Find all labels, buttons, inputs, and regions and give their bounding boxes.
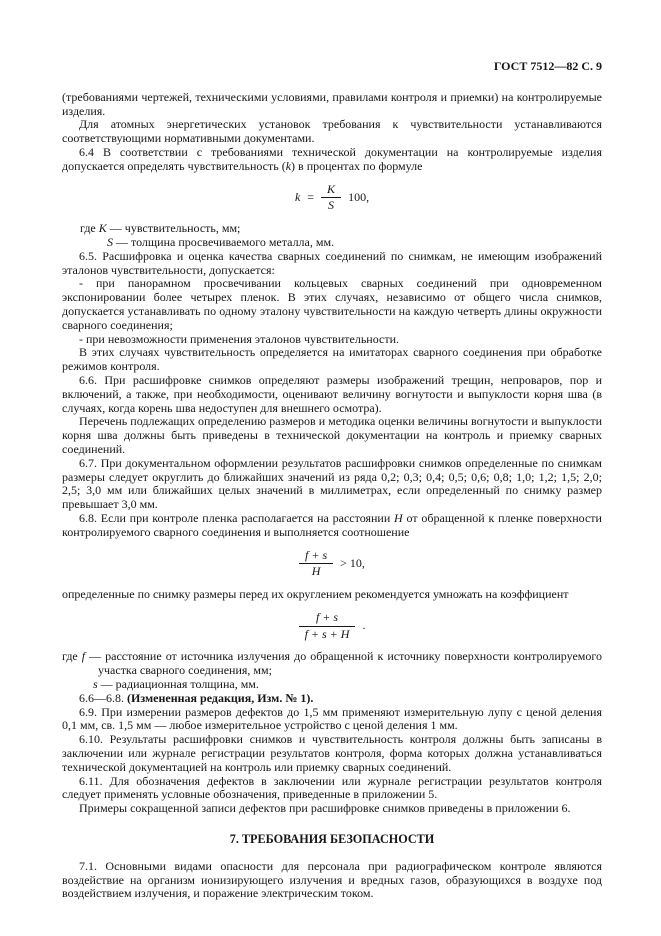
text-run: 6.4 В соответствии с требованиями технической документации на контролируемые изделия допускается определять чувствительность ( bbox=[62, 144, 602, 173]
variable-k: k bbox=[285, 158, 292, 173]
equals-sign: = bbox=[307, 189, 315, 204]
formula-ratio-condition bbox=[62, 549, 602, 580]
where-keyword: где bbox=[62, 649, 78, 664]
fraction-numerator: f + s bbox=[299, 549, 333, 565]
definition-text: — толщина просвечиваемого металла, мм. bbox=[116, 234, 335, 249]
fraction-fs-over-H bbox=[299, 549, 333, 580]
paragraph-amendment bbox=[62, 692, 602, 706]
formula-tail: . bbox=[362, 618, 366, 633]
where-keyword: где bbox=[80, 221, 96, 236]
text-run: от обращенной к пленке поверхности контролируемого сварного соединения и выполняется соотношение bbox=[62, 510, 602, 539]
variable-H: H bbox=[394, 510, 403, 525]
variable-f: f bbox=[81, 649, 86, 664]
definition-text: — чувствительность, мм; bbox=[109, 221, 241, 236]
amendment-note: (Измененная редакция, Изм. № 1). bbox=[127, 690, 314, 705]
where-clause-K bbox=[80, 222, 602, 236]
paragraph-6-5-note: В этих случаях чувствительность определяется на имитаторах сварного соединения при обработке режимов контроля. bbox=[62, 345, 602, 374]
paragraph-6-5-item-1: - при панорамном просвечивании кольцевых сварных соединений при одновременном экспонировании более четырех пленок. В этих случаях, независимо от общего числа снимков, допускается устанавливать по одному эталону чувствительности на каждую четверть длины окружности сварного соединения; bbox=[62, 276, 602, 332]
paragraph-6-10: 6.10. Результаты расшифровки снимков и чувствительность контроля должны быть записаны в заключении или журнале регистрации результатов контроля, форма которых должна устанавливаться технической документацией на контроль или приемку сварных соединений. bbox=[62, 732, 602, 774]
text-run: 6.6—6.8. bbox=[79, 690, 127, 705]
paragraph-examples: Примеры сокращенной записи дефектов при расшифровке снимков приведены в приложении 6. bbox=[79, 801, 571, 816]
where-clause-f bbox=[62, 650, 602, 678]
text-run: ) в процентах по формуле bbox=[291, 158, 423, 173]
where-clause-S bbox=[107, 236, 602, 250]
paragraph-6-7: 6.7. При документальном оформлении результатов расшифровки снимков определенные по снимкам размеры следует округлить до ближайших значений из ряда 0,2; 0,3; 0,4; 0,5; 0,6; 0,8; 1,0; 1,2; 1,5; 2,0; 2,5; 3,0 мм или ближайших целых значений в миллиметрах, если определенный по снимку размер превышает 3,0 мм. bbox=[62, 455, 602, 512]
formula-correction-coefficient bbox=[62, 611, 602, 642]
fraction-numerator: f + s bbox=[299, 611, 356, 627]
formula-lhs: k bbox=[294, 189, 301, 204]
page-header bbox=[62, 60, 602, 74]
formula-sensitivity-percent bbox=[62, 183, 602, 214]
variable-S: S bbox=[107, 234, 113, 249]
fraction-denominator: f + s + H bbox=[304, 626, 350, 641]
paragraph-continuation: (требованиями чертежей, техническими условиями, правилами контроля и приемки) на контролируемые изделия. bbox=[62, 89, 602, 118]
fraction-numerator: K bbox=[321, 183, 341, 199]
formula-tail: 100, bbox=[348, 189, 370, 204]
paragraph-6-9: 6.9. При измерении размеров дефектов до 1,5 мм применяют измерительную лупу с ценой деления 0,1 мм, св. 1,5 мм — любое измерительное устройство с ценой деления 1 мм. bbox=[62, 704, 602, 733]
fraction-denominator: S bbox=[328, 198, 335, 213]
paragraph-6-5-item-2: - при невозможности применения эталонов чувствительности. bbox=[79, 331, 399, 346]
definition-text: — расстояние от источника излучения до обращенной к источнику поверхности контролируемого участка сварного соединения, мм; bbox=[89, 649, 602, 678]
fraction-fs-over-fsH bbox=[299, 611, 356, 642]
paragraph-6-8 bbox=[62, 512, 602, 540]
paragraph-6-11: 6.11. Для обозначения дефектов в заключении или журнале регистрации результатов контроля следует применять условные обозначения, приведенные в приложении 5. bbox=[62, 773, 602, 802]
paragraph-6-5: 6.5. Расшифровка и оценка качества сварных соединений по снимкам, не имеющим изображений эталонов чувствительности, допускается: bbox=[62, 248, 602, 277]
section-7-heading: 7. ТРЕБОВАНИЯ БЕЗОПАСНОСТИ bbox=[229, 832, 435, 847]
paragraph-6-8-continuation: определенные по снимку размеры перед их округлением рекомендуется умножать на коэффициент bbox=[62, 587, 569, 602]
paragraph-6-6-note: Перечень подлежащих определению размеров и методика оценки величины вогнутости и выпуклости корня шва должны быть приведены в технической документации на контроль и приемку сварных соединений. bbox=[62, 414, 602, 456]
where-clause-s bbox=[93, 678, 602, 692]
fraction-denominator: H bbox=[311, 564, 321, 579]
paragraph-6-6: 6.6. При расшифровке снимков определяют размеры изображений трещин, непроваров, пор и включений, а также, при необходимости, оценивают величину вогнутости и выпуклости корня шва (в случаях, когда корень шва недоступен для внешнего осмотра). bbox=[62, 372, 602, 415]
variable-s: s bbox=[93, 677, 98, 692]
paragraph-atomic-plants: Для атомных энергетических установок требования к чувствительности устанавливаются соответствующими нормативными документами. bbox=[62, 117, 602, 146]
text-run: 6.8. Если при контроле пленка располагается на расстоянии bbox=[79, 510, 395, 525]
variable-K: K bbox=[98, 221, 107, 236]
paragraph-7-1: 7.1. Основными видами опасности для персонала при радиографическом контроле являются воздействие на организм ионизирующего излучения и вредных газов, образующихся в воздухе под воздействием излучения, и поражение электрическим током. bbox=[62, 858, 602, 901]
paragraph-6-4 bbox=[62, 146, 602, 174]
formula-tail: > 10, bbox=[340, 555, 365, 570]
definition-text: — радиационная толщина, мм. bbox=[100, 677, 259, 692]
doc-reference: ГОСТ 7512—82 С. 9 bbox=[493, 59, 602, 73]
fraction-K-over-S bbox=[321, 183, 341, 214]
